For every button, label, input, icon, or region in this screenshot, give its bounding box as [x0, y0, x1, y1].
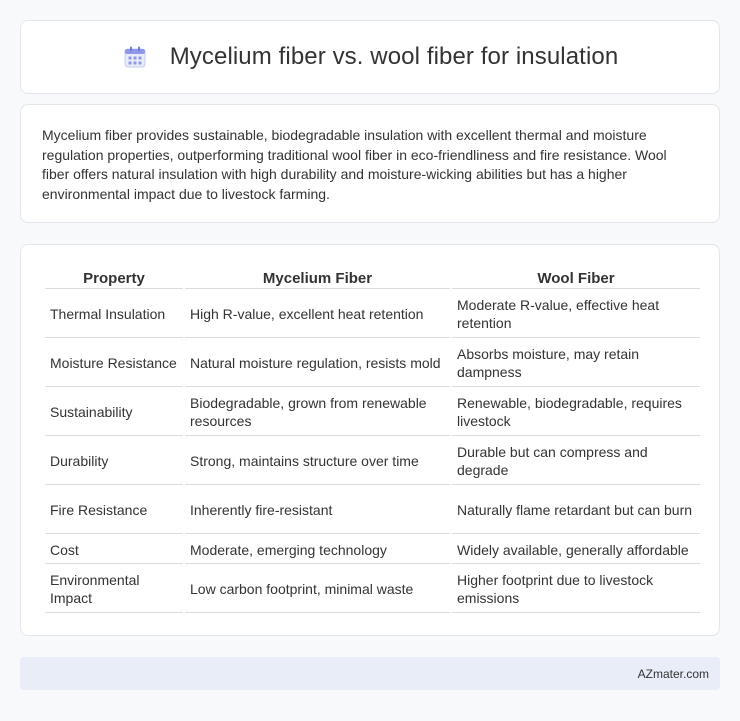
- table-cell: Natural moisture regulation, resists mold: [185, 340, 450, 387]
- table-row: [45, 487, 700, 534]
- header-property: Property: [45, 265, 183, 289]
- table-cell: Renewable, biodegradable, requires livestock: [452, 389, 700, 436]
- table-cell: Sustainability: [45, 389, 183, 436]
- table-header-row: [45, 265, 700, 289]
- summary-text: Mycelium fiber provides sustainable, biodegradable insulation with excellent thermal and moisture regulation properties, outperforming traditional wool fiber in eco-friendliness and fire resistance. Wool fiber offers natural insulation with high durability and moisture-wicking abilities but has a higher environmental impact due to livestock farming.: [42, 127, 667, 202]
- table-cell: Biodegradable, grown from renewable resources: [185, 389, 450, 436]
- table-row: [45, 340, 700, 387]
- table-cell: Low carbon footprint, minimal waste: [185, 566, 450, 613]
- table-row: [45, 536, 700, 564]
- title-wrap: [122, 43, 619, 71]
- table-cell: High R-value, excellent heat retention: [185, 291, 450, 338]
- footer-site-label: AZmater.com: [637, 666, 709, 681]
- page-title: Mycelium fiber vs. wool fiber for insulation: [169, 43, 619, 70]
- header-wool: Wool Fiber: [452, 265, 700, 289]
- comparison-table: [43, 263, 702, 615]
- table-cell: Higher footprint due to livestock emissions: [452, 566, 700, 613]
- table-cell: Widely available, generally affordable: [452, 536, 700, 564]
- footer: [20, 657, 720, 690]
- header-mycelium: Mycelium Fiber: [185, 265, 450, 289]
- title-card: [20, 20, 720, 94]
- table-card: [20, 244, 720, 636]
- table-cell: Thermal Insulation: [45, 291, 183, 338]
- table-cell: Durable but can compress and degrade: [452, 438, 700, 485]
- table-cell: Durability: [45, 438, 183, 485]
- table-row: [45, 438, 700, 485]
- table-cell: Naturally flame retardant but can burn: [452, 487, 700, 534]
- table-cell: Inherently fire-resistant: [185, 487, 450, 534]
- table-cell: Strong, maintains structure over time: [185, 438, 450, 485]
- table-cell: Fire Resistance: [45, 487, 183, 534]
- calendar-icon: [122, 44, 148, 70]
- table-row: [45, 291, 700, 338]
- table-cell: Moisture Resistance: [45, 340, 183, 387]
- table-row: [45, 389, 700, 436]
- table-cell: Moderate R-value, effective heat retention: [452, 291, 700, 338]
- table-cell: Cost: [45, 536, 183, 564]
- table-cell: Moderate, emerging technology: [185, 536, 450, 564]
- table-row: [45, 566, 700, 613]
- summary-card: [20, 104, 720, 223]
- table-cell: Absorbs moisture, may retain dampness: [452, 340, 700, 387]
- table-cell: Environmental Impact: [45, 566, 183, 613]
